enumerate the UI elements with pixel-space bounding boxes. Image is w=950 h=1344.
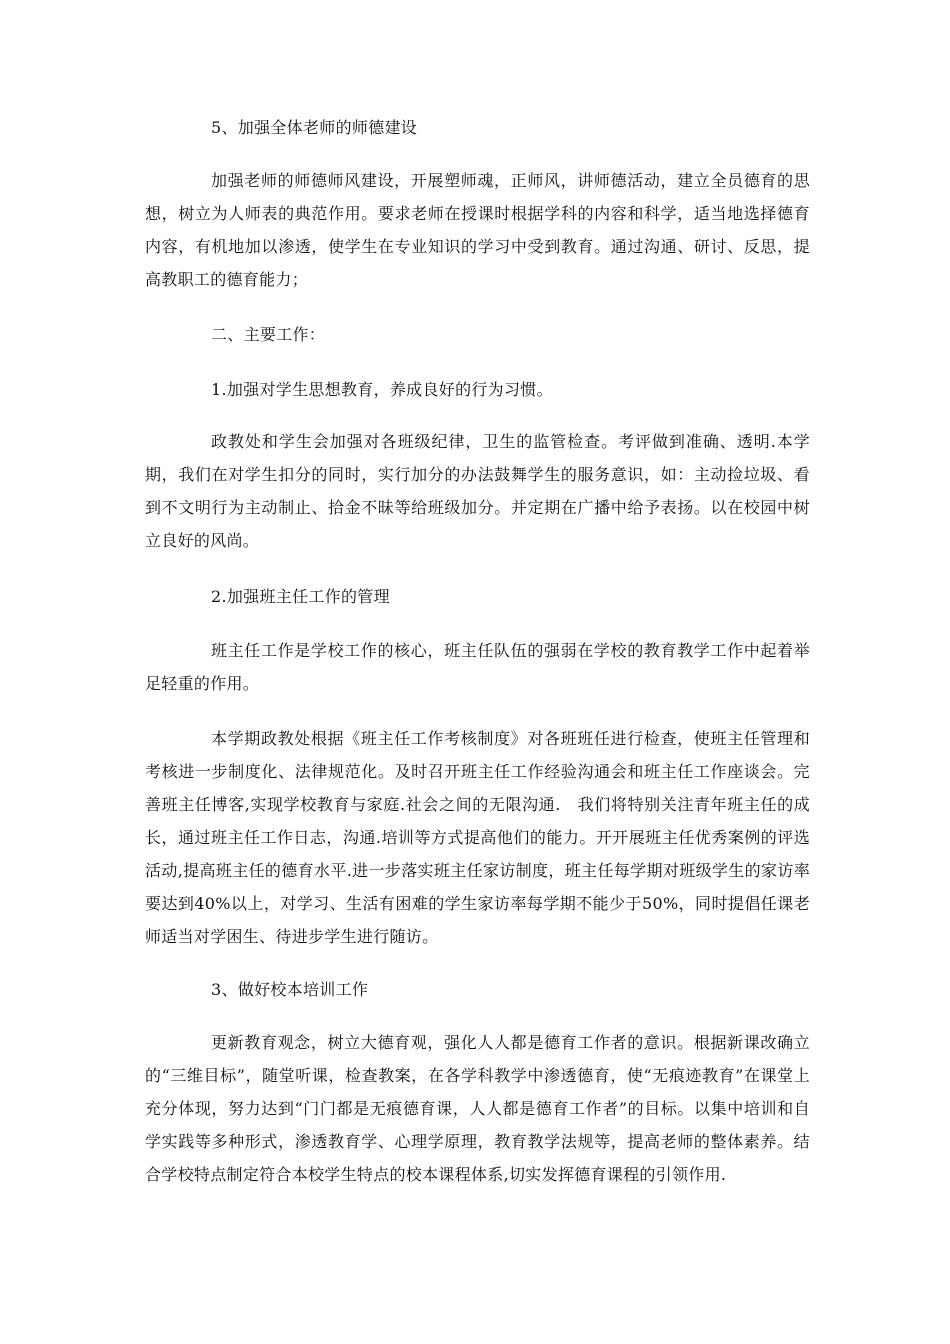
- section-heading-school-training: 3、做好校本培训工作: [211, 980, 369, 999]
- section-heading-student-education: 1.加强对学生思想教育，养成良好的行为习惯。: [211, 380, 553, 399]
- paragraph-class-teacher-core: 班主任工作是学校工作的核心，班主任队伍的强弱在学校的教育教学工作中起着举足轻重的作用。: [145, 641, 810, 693]
- section-heading-main-work: 二、主要工作：: [211, 325, 326, 344]
- paragraph-school-training: 更新教育观念，树立大德育观，强化人人都是德育工作者的意识。根据新课改确立的“三维目标”，随堂听课，检查教案，在各学科教学中渗透德育，使“无痕迹教育”在课堂上充分体现，努力达到“门门都是无痕德育课，人人都是德育工作者”的目标。以集中培训和自学实践等多种形式，渗透教育学、心理学原理，教育教学法规等，提高老师的整体素养。结合学校特点制定符合本校学生特点的校本课程体系,切实发挥德育课程的引领作用.: [145, 1033, 810, 1184]
- paragraph-class-teacher-review: 本学期政教处根据《班主任工作考核制度》对各班班任进行检查，使班主任管理和考核进一步制度化、法律规范化。及时召开班主任工作经验沟通会和班主任工作座谈会。完善班主任博客,实现学校教育与家庭.社会之间的无限沟通. 我们将特别关注青年班主任的成长，通过班主任工作日志，沟通.培训等方式提高他们的能力。开开展班主任优秀案例的评选活动,提高班主任的德育水平.进一步落实班主任家访制度，班主任每学期对班级学生的家访率要达到40%以上，对学习、生活有困难的学生家访率每学期不能少于50%，同时提倡任课老师适当对学困生、待进步学生进行随访。: [145, 729, 810, 946]
- section-heading-teacher-ethics: 5、加强全体老师的师德建设: [211, 118, 418, 137]
- paragraph-teacher-ethics: 加强老师的师德师风建设，开展塑师魂，正师风，讲师德活动，建立全员德育的思想，树立为人师表的典范作用。要求老师在授课时根据学科的内容和科学，适当地选择德育内容，有机地加以渗透，使学生在专业知识的学习中受到教育。通过沟通、研讨、反思，提高教职工的德育能力；: [145, 171, 810, 289]
- paragraph-student-education: 政教处和学生会加强对各班级纪律，卫生的监管检查。考评做到准确、透明.本学期，我们在对学生扣分的同时，实行加分的办法鼓舞学生的服务意识，如：主动捡垃圾、看到不文明行为主动制止、拾金不昧等给班级加分。并定期在广播中给予表扬。以在校园中树立良好的风尚。: [145, 432, 810, 550]
- section-heading-class-teacher: 2.加强班主任工作的管理: [211, 587, 390, 606]
